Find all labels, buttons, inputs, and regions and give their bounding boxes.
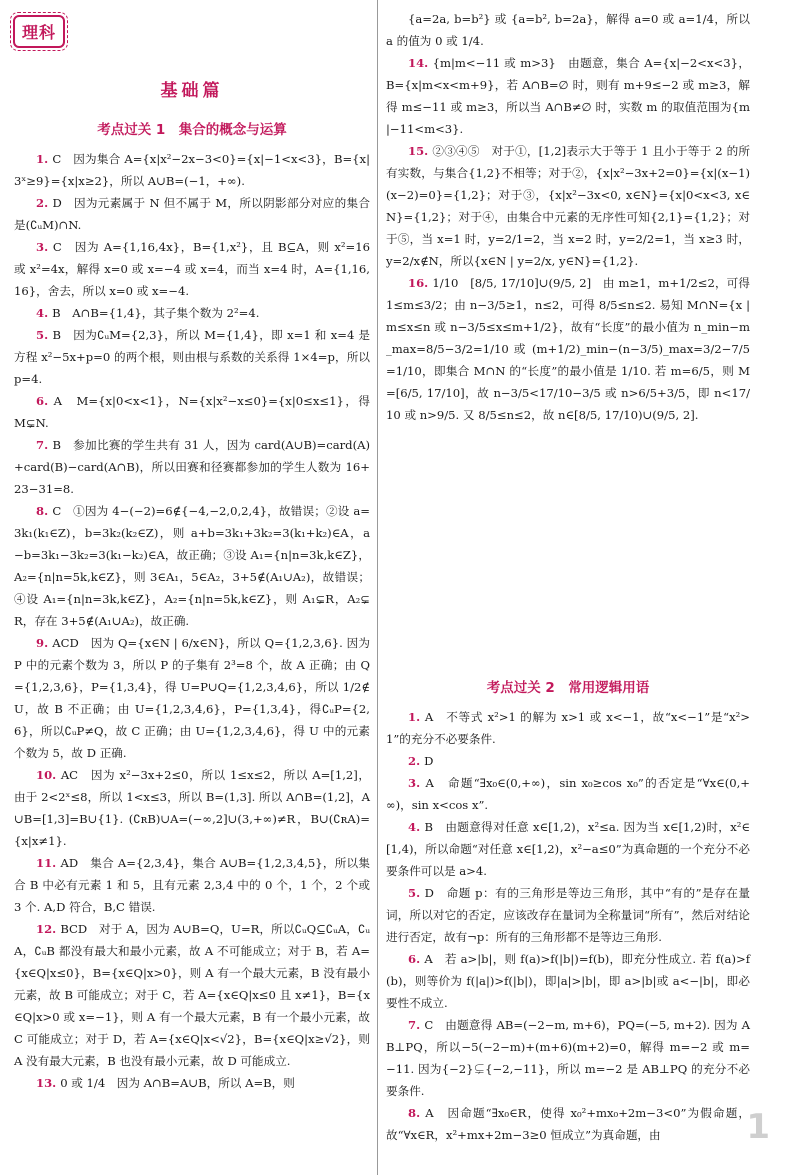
answer-paragraph <box>386 272 750 426</box>
answer-paragraph <box>386 816 750 882</box>
answer-paragraph <box>14 192 370 236</box>
left-answer-list <box>14 148 370 1094</box>
answer-text: C ①因为 4−(−2)=6∉{−4,−2,0,2,4}，故错误；②设 a=3k₁(k₁∈Z)，b=3k₂(k₂∈Z)，则 a+b=3k₁+3k₂=3(k₁+k₂)∈A，a−b=3k₁−3k₂=3(k₁−k₂)∈A，故正确；③设 A₁={n|n=3k,k∈Z}，A₂={n|n=5k,k∈Z}，则 3∈A₁，5∈A₂，3+5∉(A₁∪A₂)，故错误；④设 A₁={n|n=3k,k∈Z}，A₂={n|n=5k,k∈Z}，则 A₁⊊R，A₂⊊R，存在 3+5∉(A₁∪A₂)，故正确. <box>14 504 370 628</box>
answer-text: ACD 因为 Q={x∈N | 6/x∈N}，所以 Q={1,2,3,6}. 因为 P 中的元素个数为 3，所以 P 的子集有 2³=8 个，故 A 正确；由 Q={1,2,3,6}，P={1,3,4}，得 U=P∪Q={1,2,3,4,6}，所以 1/2∉U，故 B 不正确；由 U={1,2,3,4,6}，P={1,3,4}，得∁ᵤP={2,6}，所以∁ᵤP≠Q，故 C 正确；由 U={1,2,3,4,6}，得 U 中的元素个数为 5，故 D 正确. <box>14 636 371 760</box>
answer-paragraph <box>14 632 370 764</box>
question-number: 8. <box>408 1106 426 1120</box>
question-number: 11. <box>36 856 61 870</box>
answer-text: D <box>424 754 434 768</box>
answer-paragraph <box>14 236 370 302</box>
question-number: 16. <box>408 276 433 290</box>
question-number: 5. <box>36 328 53 342</box>
answer-paragraph <box>14 324 370 390</box>
answer-paragraph <box>14 764 370 852</box>
section2-answer-list <box>386 706 750 1146</box>
answer-paragraph <box>14 434 370 500</box>
column-divider <box>377 0 378 1175</box>
right-answer-list <box>386 8 750 426</box>
answer-paragraph <box>14 500 370 632</box>
answer-text: BCD 对于 A，因为 A∪B=Q，U=R，所以∁ᵤQ⊆∁ᵤA，∁ᵤA，∁ᵤB 都没有最大和最小元素，故 A 不可能成立；对于 B，若 A={x∈Q|x≤0}，B={x∈Q|x>0}，则 A 有一个最大元素，B 没有最小元素，故 B 可能成立；对于 C，若 A={x∈Q|x≤0 且 x≠1}，B={x∈Q|x>0 或 x=−1}，则 A 有一个最大元素，B 有一个最小元素，故 C 可能成立；对于 D，若 A={x∈Q|x<√2}，B={x∈Q|x≥√2}，则 A 没有最大元素，B 也没有最小元素，故 D 可能成立. <box>14 922 370 1068</box>
answer-text: C 因为集合 A={x|x²−2x−3<0}={x|−1<x<3}，B={x|3ˣ≥9}={x|x≥2}，所以 A∪B=(−1，+∞). <box>14 152 371 188</box>
question-number: 15. <box>408 144 433 158</box>
question-number: 2. <box>408 754 425 768</box>
answer-paragraph <box>386 706 750 750</box>
answer-paragraph <box>386 772 750 816</box>
answer-text: A 不等式 x²>1 的解为 x>1 或 x<−1，故“x<−1”是“x²>1”的充分不必要条件. <box>386 710 751 746</box>
answer-text: B 因为∁ᵤM={2,3}，所以 M={1,4}，即 x=1 和 x=4 是方程 x²−5x+p=0 的两个根，则由根与系数的关系得 1×4=p，所以 p=4. <box>14 328 370 386</box>
question-number: 9. <box>36 636 53 650</box>
answer-paragraph <box>386 140 750 272</box>
question-number: 2. <box>36 196 53 210</box>
subject-badge <box>10 12 68 51</box>
answer-paragraph <box>386 52 750 140</box>
question-number: 1. <box>36 152 53 166</box>
answer-text: AC 因为 x²−3x+2≤0，所以 1≤x≤2，所以 A=[1,2]，由于 2<2ˣ≤8，所以 1<x≤3，所以 B=(1,3]. 所以 A∩B=(1,2]，A∪B=[1,3]=B∪{1}. (∁ʀB)∪A=(−∞,2]∪(3,+∞)≠R，B∪(∁ʀA)={x|x≠1}. <box>14 768 370 848</box>
answer-text: A M={x|0<x<1}，N={x|x²−x≤0}={x|0≤x≤1}，得 M⊊N. <box>14 394 370 430</box>
question-number: 7. <box>408 1018 425 1032</box>
answer-text: D 命题 p：有的三角形是等边三角形，其中“有的”是存在量词，所以对它的否定，应该改存在量词为全称量词“所有”，然后对结论进行否定，故有¬p：所有的三角形都不是等边三角形. <box>386 886 750 944</box>
main-section-title: 基础篇 <box>160 81 224 101</box>
answer-paragraph <box>386 1102 750 1146</box>
answer-text: {m|m<−11 或 m>3} 由题意，集合 A={x|−2<x<3}，B={x|m<x<m+9}，若 A∩B=∅ 时，则有 m+9≤−2 或 m≥3，解得 m≤−11 或 m≥3，所以当 A∩B≠∅ 时，实数 m 的取值范围为{m|−11<m<3}. <box>386 56 750 136</box>
answer-text: B 参加比赛的学生共有 31 人，因为 card(A∪B)=card(A)+card(B)−card(A∩B)，所以田赛和径赛都参加的学生人数为 16+23−31=8. <box>14 438 371 496</box>
answer-text: AD 集合 A={2,3,4}，集合 A∪B={1,2,3,4,5}，所以集合 B 中必有元素 1 和 5，且有元素 2,3,4 中的 0 个，1 个，2 个或 3 个. A,D 符合，B,C 错误. <box>14 856 370 914</box>
subject-badge-label: 理科 <box>13 15 65 48</box>
answer-text: ②③④⑤ 对于①，[1,2]表示大于等于 1 且小于等于 2 的所有实数，与集合{1,2}不相等；对于②，{x|x²−3x+2=0}={x|(x−1)(x−2)=0}={1,2}；对于③，{x|x²−3x<0, x∈N}={x|0<x<3, x∈N}={1,2}；对于④，由集合中元素的无序性可知{2,1}={1,2}；对于⑤，当 x=1 时，y=2/1=2，当 x=2 时，y=2/2=1，当 x≥3 时，y=2/x∉N，所以{x∈N | y=2/x, y∈N}={1,2}. <box>386 144 750 268</box>
answer-text: A 命题“∃x₀∈(0,+∞)，sin x₀≥cos x₀”的否定是“∀x∈(0,+∞)，sin x<cos x”. <box>386 776 751 812</box>
answer-paragraph <box>14 1072 370 1094</box>
answer-text: 0 或 1/4 因为 A∩B=A∪B，所以 A=B，则 <box>60 1076 295 1090</box>
answer-paragraph <box>386 8 750 52</box>
question-number: 5. <box>408 886 425 900</box>
answer-paragraph <box>386 948 750 1014</box>
answer-paragraph <box>386 882 750 948</box>
question-number: 7. <box>36 438 53 452</box>
answer-paragraph <box>386 1014 750 1102</box>
question-number: 1. <box>408 710 425 724</box>
answer-paragraph <box>14 302 370 324</box>
question-number: 13. <box>36 1076 61 1090</box>
section1-heading <box>14 118 370 138</box>
page-number: 1 <box>746 1107 770 1147</box>
section2-heading <box>386 676 750 696</box>
question-number: 3. <box>36 240 53 254</box>
question-number: 6. <box>36 394 54 408</box>
section2-title: 考点过关 2 常用逻辑用语 <box>486 680 650 696</box>
question-number: 6. <box>408 952 425 966</box>
question-number: 10. <box>36 768 61 782</box>
answer-paragraph <box>14 852 370 918</box>
question-number: 12. <box>36 922 61 936</box>
section1-title: 考点过关 1 集合的概念与运算 <box>97 122 287 138</box>
question-number: 14. <box>408 56 433 70</box>
answer-text: C 因为 A={1,16,4x}，B={1,x²}，且 B⊆A，则 x²=16 或 x²=4x，解得 x=0 或 x=−4 或 x=4，而当 x=4 时，A={1,16,16}，舍去，所以 x=0 或 x=−4. <box>14 240 370 298</box>
answer-text: A 若 a>|b|，则 f(a)>f(|b|)=f(b)，即充分性成立. 若 f(a)>f(b)，则等价为 f(|a|)>f(|b|)，即|a|>|b|，即 a>|b|或 a<−|b|，即必要性不成立. <box>386 952 750 1010</box>
answer-text: D 因为元素属于 N 但不属于 M，所以阴影部分对应的集合是(∁ᵤM)∩N. <box>14 196 371 232</box>
question-number: 4. <box>36 306 53 320</box>
answer-paragraph <box>386 750 750 772</box>
answer-text: C 由题意得 AB=(−2−m, m+6)，PQ=(−5, m+2). 因为 AB⊥PQ，所以−5(−2−m)+(m+6)(m+2)=0，解得 m=−2 或 m=−11. 因为{−2}⊊{−2,−11}，所以 m=−2 是 AB⊥PQ 的充分不必要条件. <box>386 1018 750 1098</box>
answer-text: B 由题意得对任意 x∈[1,2)，x²≤a. 因为当 x∈[1,2)时，x²∈[1,4)，所以命题“对任意 x∈[1,2)，x²−a≤0”为真命题的一个充分不必要条件可以是 a>4. <box>386 820 750 878</box>
question-number: 8. <box>36 504 53 518</box>
answer-text: B A∩B={1,4}，其子集个数为 2²=4. <box>52 306 260 320</box>
question-number: 3. <box>408 776 426 790</box>
answer-paragraph <box>14 918 370 1072</box>
answer-text: 1/10 [8/5, 17/10]∪(9/5, 2] 由 m≥1，m+1/2≤2，可得 1≤m≤3/2；由 n−3/5≥1，n≤2，可得 8/5≤n≤2. 易知 M∩N={x | m≤x≤n 或 n−3/5≤x≤m+1/2}，故有“长度”的最小值为 n_min−m_max=8/5−3/2=1/10 或 (m+1/2)_min−(n−3/5)_max=3/2−7/5=1/10，即集合 M∩N 的“长度”的最小值是 1/10. 若 m=6/5，则 M=[6/5, 17/10]，故 n−3/5<17/10−3/5 或 n>6/5+3/5，即 n<17/10 或 n>9/5. 又 8/5≤n≤2，故 n∈[8/5, 17/10)∪(9/5, 2]. <box>386 276 750 422</box>
answer-text: A 因命题“∃x₀∈R，使得 x₀²+mx₀+2m−3<0”为假命题，故“∀x∈R，x²+mx+2m−3≥0 恒成立”为真命题，由 <box>386 1106 751 1142</box>
answer-paragraph <box>14 148 370 192</box>
answer-paragraph <box>14 390 370 434</box>
question-number: 4. <box>408 820 425 834</box>
answer-text: {a=2a, b=b²} 或 {a=b², b=2a}，解得 a=0 或 a=1/4，所以 a 的值为 0 或 1/4. <box>386 12 750 48</box>
